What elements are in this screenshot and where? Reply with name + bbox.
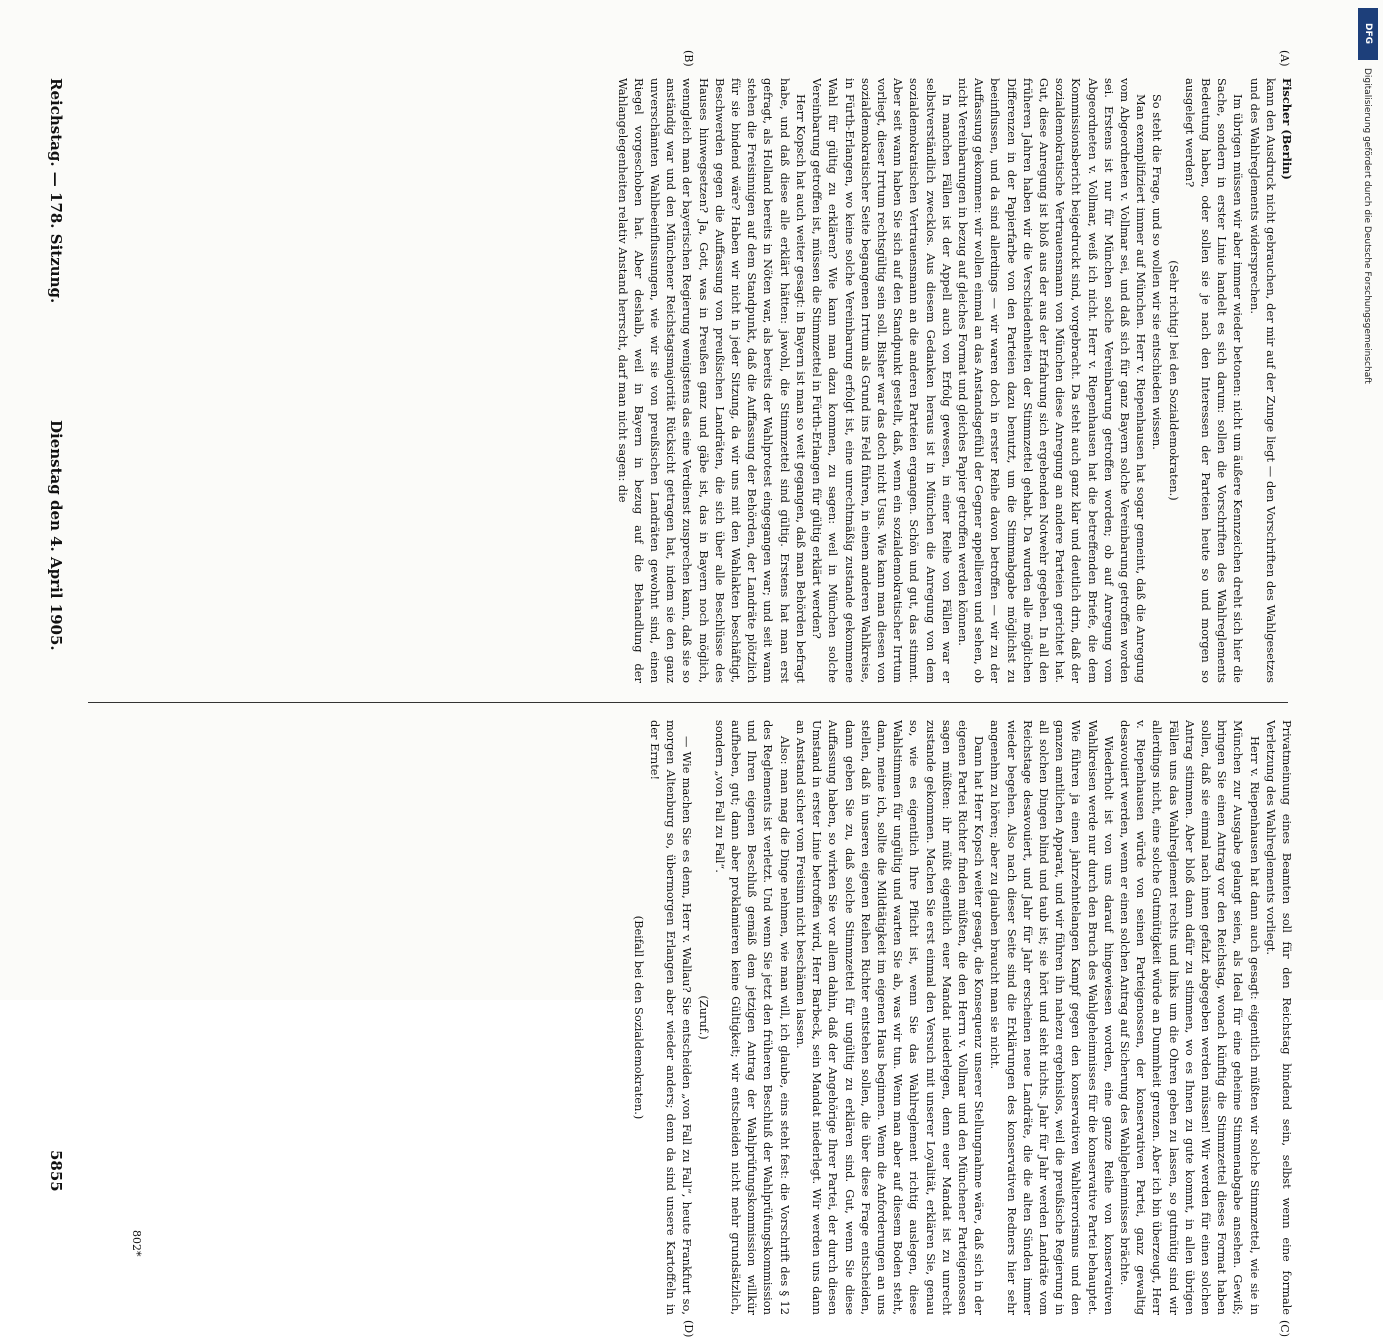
interjection: (Sehr richtig! bei den Sozialdemokraten.) bbox=[1166, 260, 1181, 501]
interjection: (Beifall bei den Sozialdemokraten.) bbox=[631, 915, 646, 1120]
margin-mark-b: (B) bbox=[682, 50, 695, 67]
margin-mark-d: (D) bbox=[682, 1320, 695, 1337]
header-session: Reichstag. — 178. Sitzung. bbox=[47, 78, 65, 304]
paragraph: So steht die Frage, und so wollen wir sie entschieden wissen. bbox=[1150, 94, 1165, 450]
dfg-logo: DFG bbox=[1358, 8, 1378, 60]
paragraph: Dann hat Herr Kopsch weiter gesagt, die Konsequenz unserer Stellungnahme wäre, daß sich in der eigenen Partei Richter finden müßten, die den Herrn v. Vollmar und den Münchener Parteigenossen sagen müßten: ihr müßt eigentlich euer Mandat niederlegen, denn euer Mandat ist zu unrecht zustande gekommen. Machen Sie erst einmal den Versuch mit unserer Loyalität, erklären Sie, genau so, wie es eigentlich Ihre Pflicht ist, wenn Sie das Wahlreglement richtig auslegen, diese Wahlstimmen für ungültig und warten Sie ab, was wir tun. Wenn man aber auf diesem Boden steht, dann, meine ich, sollte die Mildtätigkeit im eigenen Haus beginnen. Wenn die Anforderungen an uns stellen, daß in unseren eigenen Reihen Richter entstehen sollen, die über diese Frage entscheiden, dann geben Sie zu, daß solche Stimmzettel für ungültig zu erklären sind. Gut, wenn Sie diese Auffassung haben, so wirken Sie vor allem dahin, daß der Angehörige Ihrer Partei, der durch diesen Umstand in erster Linie betroffen wird, Herr Barbeck, sein Mandat niederlegt. Wir werden uns dann an Anstand sicher vom Freisinn nicht beschämen lassen. bbox=[793, 720, 987, 1315]
signature-mark: 802* bbox=[130, 1230, 143, 1257]
paragraph: — Wie machen Sie es denn, Herr v. Wallau? Sie entscheiden „von Fall zu Fall“, heute Frankfurt so, morgen Altenburg so, übermorgen Erlangen aber wieder anders; denn da sind unsere Kartoffeln in der Ernte! bbox=[648, 720, 695, 1315]
page-number: 5855 bbox=[47, 1150, 65, 1192]
paragraph: Wiederholt ist von uns darauf hingewiesen worden, eine ganze Reihe von konservativen Wahlkreisen werde nur durch den Bruch des Wahlgeheimnisses für die konservative Partei behauptet. Wie führen ja einen jahrzehntelangen Kampf gegen den konservativen Wahlterrorismus und den ganzen amtlichen Apparat, und wir führen ihn nahezu ergebnislos, weil die preußische Regierung in all solchen Dingen blind und taub ist; sie hört und sieht nichts. Jahr für Jahr werden Landräte vom Reichstage desavouiert, und Jahr für Jahr erscheinen neue Landräte, die die alten Sünden immer wieder begehen. Also nach dieser Seite sind die Erklärungen des konservativen Redners hier sehr angenehm zu hören; aber zu glauben braucht man sie nicht. bbox=[988, 720, 1116, 1315]
paragraph: Also: man mag die Dinge nehmen, wie man will, ich glaube, eins steht fest: die Vorschrift des § 12 des Reglements ist verletzt. Und wenn Sie jetzt den früheren Beschluß der Wahlprüfungskommission und Ihren eigenen Beschluß gemäß dem jetzigen Antrag der Wahlprüfungskommission willkür aufheben, gut; dann aber proklamieren keine Gültigkeit; wir entscheiden nicht mehr grundsätzlich, sondern „von Fall zu Fall“. bbox=[712, 720, 792, 1315]
header-date: Dienstag den 4. April 1905. bbox=[47, 420, 65, 651]
column-divider bbox=[88, 702, 1288, 703]
interjection: (Zuruf.) bbox=[696, 995, 711, 1040]
paragraph: Herr Kopsch hat auch weiter gesagt: in Bayern ist man so weit gegangen, daß man Behörden befragt habe, und daß diese alle erklärt hätten: jawohl, die Stimmzettel sind gültig. Erstens hat man erst gefragt, als Holland bereits in Nöten war, als bereits der Wahlprotest eingegangen war; und seit wann stehen die Freisinnigen auf dem Standpunkt, daß die Auffassung der Behörden, der Landräte plötzlich für sie bindend wäre? Haben wir nicht in jeder Sitzung, da wir uns mit den Wahlakten beschäftigt, Beschwerden gegen die Auffassung von preußischen Landräten, die sich über alle Beschlüsse des Hauses hinwegsetzen? Ja, Gott, was in Preußen ganz und gäbe ist, das in Bayern noch möglich, wenngleich man der bayerischen Regierung wenigstens das eine Verdienst zusprechen kann, daß sie so anständig war und den Münchener Reichstagsmajorität Rücksicht getragen hat, indem sie den ganz unverschämten Wahlbeeinflussungen, wie wir sie von preußischen Landräten gewohnt sind, einen Riegel vorgeschoben hat. Aber deshalb, weil in Bayern in bezug auf die Behandlung der Wahlangelegenheiten relativ Anstand herrscht, darf man nicht sagen: die bbox=[615, 78, 808, 683]
paragraph: Im übrigen müssen wir aber immer wieder betonen: nicht um äußere Kennzeichen dreht sich hier die Sache, sondern in erster Linie handelt es sich darum: sollen die Vorschriften des Wahlreglements Bedeutung haben, oder sollen sie je nach den Interessen der Parteien heute so und morgen so ausgelegt werden? bbox=[1182, 78, 1246, 683]
paragraph: Herr v. Riepenhausen hat dann auch gesagt: eigentlich müßten wir solche Stimmzettel, wie sie in München zur Ausgabe gelangt seien, als Ideal für eine geheime Stimmenabgabe ansehen. Gewiß; bringen Sie einen Antrag vor den Reichstag, wonach künftig die Stimmzettel dieses Format haben sollen, daß sie einmal nach innen gefalzt abgegeben werden müssen! Wir werden für einen solchen Antrag stimmen. Aber bloß dann dafür zu stimmen, wo es Ihnen zu gute kommt, in allen übrigen Fällen uns das Wahlreglement rechts und links um die Ohren geben zu lassen, so gutmütig sind wir allerdings nicht, eine solche Gutmütigkeit würde an Dummheit grenzen. Aber ich bin überzeugt, Herr v. Riepenhausen würde von seinen Parteigenossen, der konservativen Partei, ganz gewaltig desavouiert werden, wenn er einen solchen Antrag auf Sicherung des Wahlgeheimnisses brächte. bbox=[1117, 720, 1262, 1315]
funding-strip bbox=[1355, 8, 1383, 998]
paragraph: Privatmeinung eines Beamten soll für den Reichstag bindend sein, selbst wenn eine formale Verletzung des Wahlreglements vorliegt. bbox=[1263, 720, 1294, 1315]
funding-notice: Digitalisierung gefördert durch die Deutsche Forschungsgemeinschaft bbox=[1362, 68, 1372, 384]
margin-mark-a: (A) bbox=[1278, 50, 1291, 67]
margin-mark-c: (C) bbox=[1278, 1320, 1291, 1337]
paragraph: In manchen Fällen ist der Appell auch von Erfolg gewesen, in einer Reihe von Fällen war er selbstverständlich zwecklos. Aus diesem Gedanken heraus ist in München die Anregung von dem sozialdemokratischen Vertrauensmann an die anderen Parteien ergangen. Schön und gut, das stimmt. Aber seit wann haben Sie sich auf den Standpunkt gestellt, daß, wenn ein sozialdemokratischer Irrtum vorliegt, dieser Irrtum rechtsgültig sein soll. Bisher war das doch nicht Usus. Wie kann man diesen von sozialdemokratischer Seite begangenen Irrtum als Grund ins Feld führen, in einem anderen Wahlkreise, in Fürth-Erlangen, wo keine solche Vereinbarung erfolgt ist, eine unrechtmäßig zustande gekommene Wahl für gültig zu erklären? Wie kann man dazu kommen, zu sagen: weil in München solche Vereinbarung getroffen ist, müssen die Stimmzettel in Fürth-Erlangen für gültig erklärt werden? bbox=[810, 78, 954, 683]
paragraph: kann den Ausdruck nicht gebrauchen, der mir auf der Zunge liegt — den Vorschriften des Wahlgesetzes und des Wahlreglements widersprechen. bbox=[1247, 78, 1278, 683]
right-column bbox=[85, 720, 1295, 1315]
paragraph: Man exemplifiziert immer auf München. Herr v. Riepenhausen hat sogar gemeint, daß die Anregung vom Abgeordneten v. Vollmar sei, und daß sich für ganz Bayern solche Vereinbarung getroffen worden sei. Erstens ist nur für München solche Vereinbarung getroffen worden; ob auf Anregung vom Abgeordneten v. Vollmar, weiß ich nicht. Herr v. Riepenhausen hat die betreffenden Briefe, die dem Kommissionsbericht beigedruckt sind, vorgebracht. Da steht auch ganz klar und deutlich drin, daß der sozialdemokratische Vertrauensmann von München diese Anregung an andere Parteien gerichtet hat. Gut, diese Anregung ist bloß aus der aus der Erfahrung sich ergebenden Notwehr gegeben. In all den früheren Jahren haben wir die Verschiedenheiten der Stimmzettel gehabt. Da wurden alle möglichen Differenzen in der Papierfarbe von den Parteien dazu benutzt, um die Stimmabgabe möglichst zu beeinflussen, und da sind allerdings — wir waren doch in erster Reihe davon betroffen — wir zu der Auffassung gekommen: wir wollen einmal an das Anstandsgefühl der Gegner appellieren und sehen, ob nicht Vereinbarungen in bezug auf gleiches Format und gleiches Papier getroffen werden können. bbox=[955, 78, 1149, 683]
left-column bbox=[85, 78, 1295, 683]
speaker-name: Fischer (Berlin) bbox=[1280, 78, 1294, 180]
